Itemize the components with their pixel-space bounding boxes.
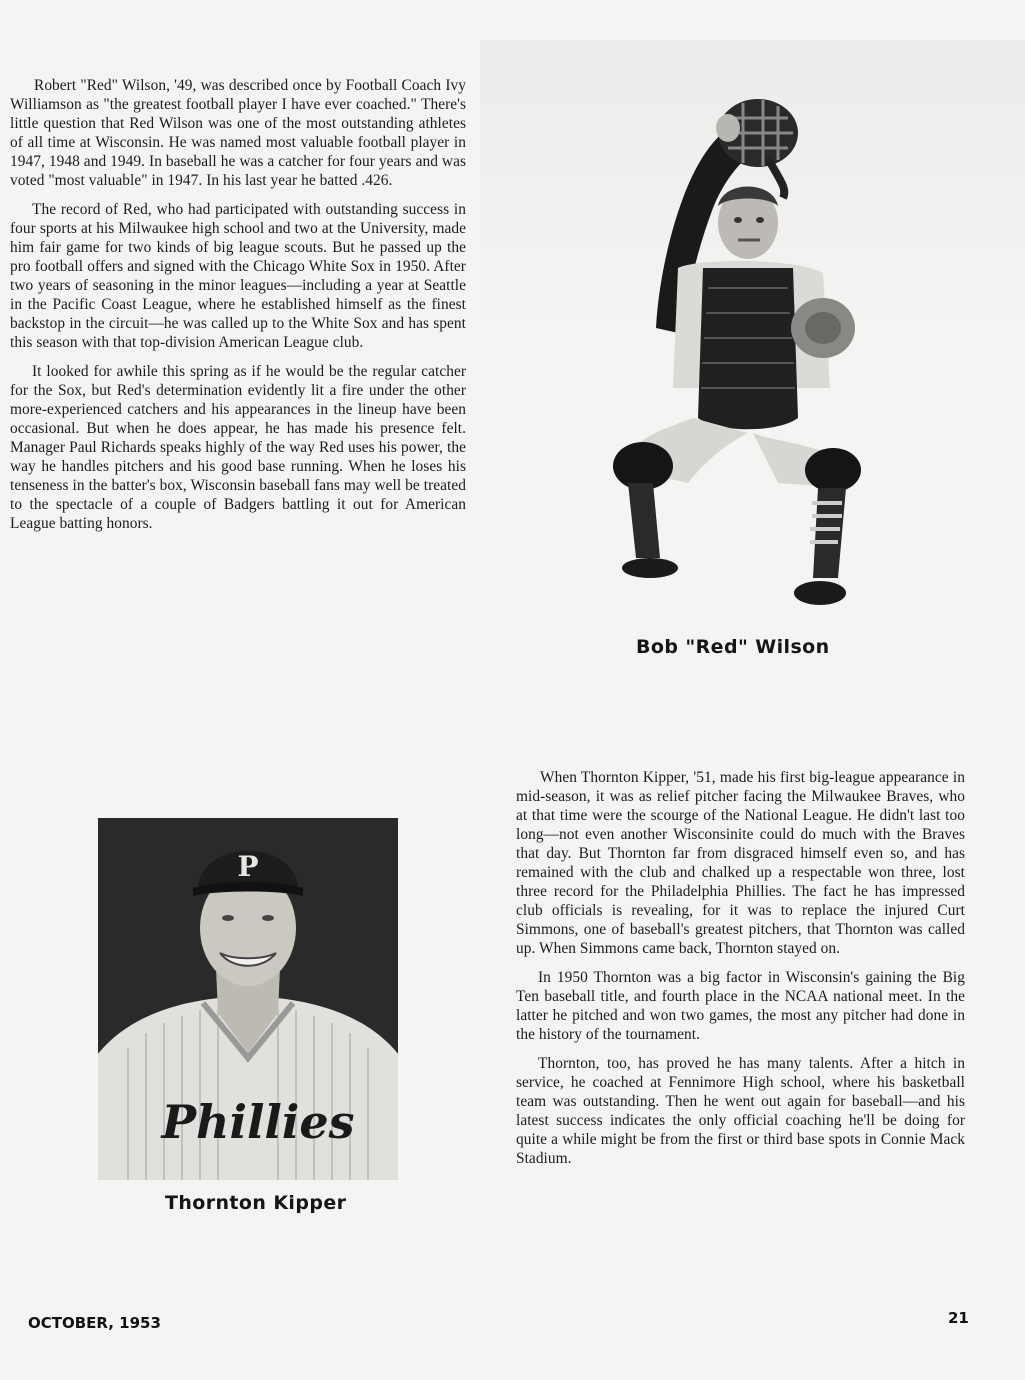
kipper-paragraph: Thornton, too, has proved he has many talents. After a hitch in service, he coached at Fennimore High school, where his basketball team was outstanding. Then he went out again for baseball—and his latest success indicates the only official coaching he'll be doing for quite a while might be from the first or third base spots in Connie Mack Stadium. (516, 1055, 965, 1167)
wilson-catcher-photo (598, 88, 898, 636)
catcher-mask (718, 99, 798, 198)
cap-logo: P (237, 850, 259, 883)
wilson-article-column (10, 76, 466, 543)
kipper-paragraph: When Thornton Kipper, '51, made his first big-league appearance in mid-season, it was as relief pitcher facing the Milwaukee Braves, who at that time were the scourge of the National League. He didn't last too long—not even another Wisconsinite could do much with the Braves that day. But Thornton far from disgraced himself even so, and has remained with the club and chalked up a respectable won three, lost three record for the Philadelphia Phillies. The fact he has impressed club officials is revealing, for it was to replace the injured Curt Simmons, one of baseball's greatest pitchers, that Thornton was called up. When Simmons came back, Thornton stayed on. (516, 769, 965, 957)
page-number: 21 (948, 1309, 969, 1327)
wilson-photo-caption: Bob "Red" Wilson (636, 636, 830, 658)
jersey-lettering: Phillies (161, 1095, 355, 1149)
wilson-paragraph: It looked for awhile this spring as if he would be the regular catcher for the Sox, but Red's determination evidently lit a fire under the other more-experienced catchers and his appearances in the lineup have been occasional. But when he does appear, he has made his presence felt. Manager Paul Richards speaks highly of the way Red uses his power, the way he handles pitchers and his good base running. When he loses his tenseness in the batter's box, Wisconsin baseball fans may well be treated to the spectacle of a couple of Badgers battling it out for American League batting honors. (10, 363, 466, 532)
kipper-portrait-photo (98, 818, 398, 1180)
kipper-photo-caption: Thornton Kipper (165, 1192, 347, 1214)
wilson-paragraph: Robert "Red" Wilson, '49, was described once by Football Coach Ivy Williamson as "the greatest football player I have ever coached." There's little question that Red Wilson was one of the most outstanding athletes of all time at Wisconsin. He was named most valuable football player in 1947, 1948 and 1949. In baseball he was a catcher for four years and was voted "most valuable" in 1947. In his last year he batted .426. (10, 77, 466, 189)
kipper-article-column (516, 768, 965, 1178)
kipper-paragraph: In 1950 Thornton was a big factor in Wisconsin's gaining the Big Ten baseball title, and fourth place in the NCAA national meet. In the latter he pitched and won two games, the most any pitcher had done in the history of the tournament. (516, 969, 965, 1043)
issue-date: OCTOBER, 1953 (28, 1314, 161, 1332)
wilson-paragraph: The record of Red, who had participated with outstanding success in four sports at his Milwaukee high school and two at the University, made him fair game for two kinds of big league scouts. But he passed up the pro football offers and signed with the Chicago White Sox in 1950. After two years of seasoning in the minor leagues—including a year at Seattle in the Pacific Coast League, where he established himself as the finest backstop in the circuit—he was called up to the White Sox and has spent this season with that top-division American League club. (10, 201, 466, 351)
chest-protector (698, 268, 798, 429)
